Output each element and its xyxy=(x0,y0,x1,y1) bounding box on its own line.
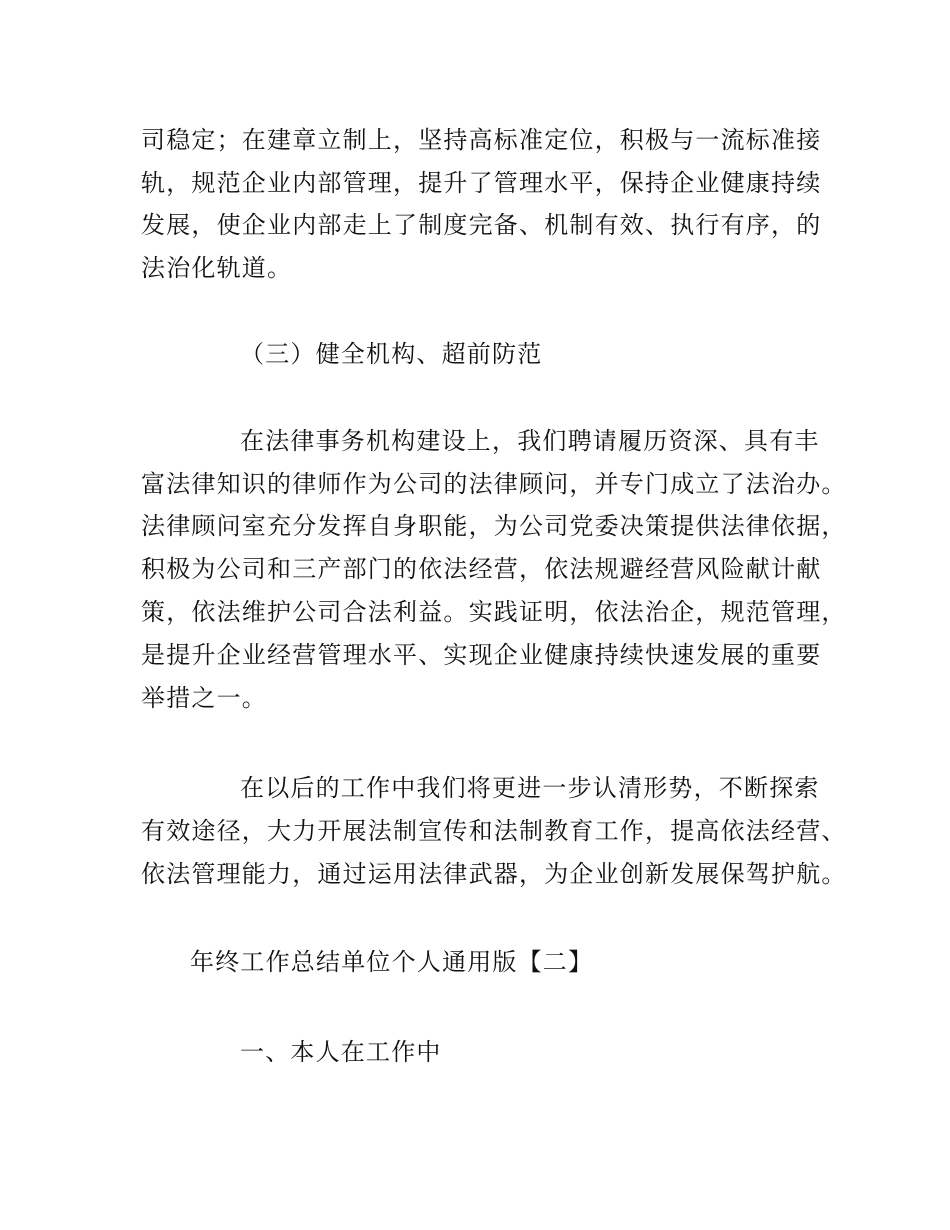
paragraph-line: 依法管理能力，通过运用法律武器，为企业创新发展保驾护航。 xyxy=(141,860,847,888)
paragraph-line: 积极为公司和三产部门的依法经营，依法规避经营风险献计献 xyxy=(141,555,822,583)
paragraph-line: 法律顾问室充分发挥自身职能，为公司党委决策提供法律依据， xyxy=(141,512,847,540)
paragraph-line: 法治化轨道。 xyxy=(141,254,293,282)
paragraph-line: 策，依法维护公司合法利益。实践证明，依法治企，规范管理， xyxy=(141,598,847,626)
paragraph-line: 举措之一。 xyxy=(141,684,267,712)
paragraph-line: 富法律知识的律师作为公司的法律顾问，并专门成立了法治办。 xyxy=(141,470,847,498)
paragraph-line: 轨，规范企业内部管理，提升了管理水平，保持企业健康持续 xyxy=(141,169,822,197)
paragraph-line: 是提升企业经营管理水平、实现企业健康持续快速发展的重要 xyxy=(141,641,822,669)
subsection-heading: 一、本人在工作中 xyxy=(240,1038,442,1066)
paragraph-line: 发展，使企业内部走上了制度完备、机制有效、执行有序，的 xyxy=(141,211,822,239)
section-heading: （三）健全机构、超前防范 xyxy=(240,340,543,368)
paragraph-line: 在法律事务机构建设上，我们聘请履历资深、具有丰 xyxy=(240,427,820,455)
paragraph-line: 在以后的工作中我们将更进一步认清形势，不断探索 xyxy=(240,774,820,802)
paragraph-line: 有效途径，大力开展法制宣传和法制教育工作，提高依法经营、 xyxy=(141,817,847,845)
article-title: 年终工作总结单位个人通用版【二】 xyxy=(190,948,594,976)
paragraph-line: 司稳定；在建章立制上，坚持高标准定位，积极与一流标准接 xyxy=(141,126,822,154)
